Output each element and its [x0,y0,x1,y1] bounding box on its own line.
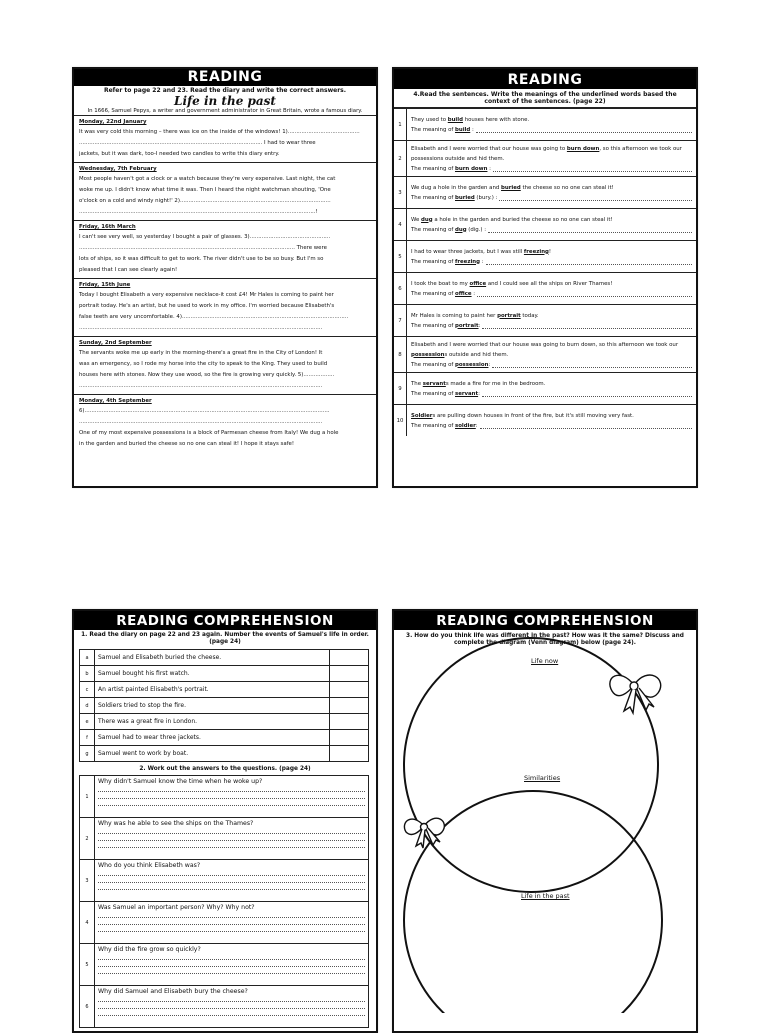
vocab-number: 4 [394,209,407,241]
vocab-cell [407,109,697,141]
vocab-row [394,109,696,141]
meaning-line [411,360,692,370]
sheet2-instruction: 4.Read the sentences. Write the meanings of the underlined words based the context of the sentences. (page 22) [394,89,696,108]
event-text: Samuel went to work by boat. [95,746,330,762]
question-3-instruction: 3. How do you think life was different in the past? How was it the same? Discuss and complete the diagram (Venn diagram) below (page 24). [406,633,684,646]
underlined-word: freezing [523,248,549,255]
question-row [80,902,369,944]
meaning-suffix: (bury.) : [474,194,498,201]
meaning-line [411,389,692,399]
question-2-instruction: 2. Work out the answers to the questions. (page 24) [139,766,311,772]
event-row [80,714,369,730]
vocab-cell [407,273,697,305]
entry-line: .............................................................................................................................. There were [79,245,327,251]
question-text: Why was he able to see the ships on the Thames? [98,820,254,827]
entry-date: Friday, 16th March [79,224,136,230]
vocab-number: 2 [394,141,407,177]
meaning-prefix: The meaning of [411,165,455,172]
sheet1-intro: In 1666, Samuel Pepys, a writer and government administrator in Great Britain, wrote a famous diary. [87,108,363,114]
vocab-sentence [411,411,692,421]
underlined-word: burn down [566,145,600,152]
vocab-row [394,337,696,373]
entry-line: One of my most expensive possessions is a block of Parmesan cheese from Italy! We dug a hole [79,430,339,436]
meaning-suffix: : [478,322,481,329]
question-text: Why did the fire grow so quickly? [98,946,201,953]
underlined-word: servant [422,380,446,387]
reading-worksheet-diary [72,67,378,488]
answer-line[interactable] [493,164,692,172]
question-cell [95,944,369,986]
diary-entry [74,278,376,336]
entry-date: Wednesday, 7th February [79,166,157,172]
meaning-suffix: : [475,422,478,429]
vocab-cell [407,405,697,437]
bow-icon [610,675,661,713]
meaning-prefix: The meaning of [411,422,455,429]
question-number: 2 [80,818,95,860]
vocab-sentence [411,279,692,289]
meaning-line [411,421,692,431]
question-text: Was Samuel an important person? Why? Why not? [98,904,255,911]
meaning-line [411,289,692,299]
question-number: 6 [80,986,95,1028]
answer-line[interactable] [98,834,365,841]
entry-line: ..........................................................................................................................................! [79,209,318,215]
answer-line[interactable] [98,967,365,974]
vocab-row [394,273,696,305]
entry-date: Monday, 4th September [79,398,152,404]
answer-line[interactable] [98,785,365,792]
reading-comprehension-sheet [72,609,378,1033]
answer-line[interactable] [98,1002,365,1009]
answer-line[interactable] [477,289,692,297]
meaning-prefix: The meaning of [411,361,455,368]
order-answer-box[interactable] [330,698,369,714]
venn-label-life-in-the-past: Life in the past [521,892,570,900]
event-letter: c [80,682,95,698]
diary-entry [74,394,376,452]
sheet1-title: Life in the past [174,94,276,108]
underlined-word: portrait [497,312,521,319]
meaning-prefix: The meaning of [411,322,455,329]
sentence-text: Elisabeth and I were worried that our house was going to [411,145,567,152]
answer-line[interactable] [492,360,692,368]
meaning-word: possession [455,361,489,368]
vocab-cell [407,305,697,337]
meaning-label [411,164,491,174]
meaning-line [411,225,692,235]
sentence-text: s outside and hid them. [444,351,509,358]
sentence-text: We dug a hole in the garden and [411,184,502,191]
question-number: 5 [80,944,95,986]
sheet1-instruction: Refer to page 22 and 23. Read the diary and write the correct answers. [103,87,346,94]
underlined-word: buried [501,184,521,191]
vocab-sentence [411,215,692,225]
question-text: Who do you think Elisabeth was? [98,862,201,869]
entry-line: .............................................................................................................................................. [79,325,323,331]
meaning-word: office [455,290,472,297]
event-letter: e [80,714,95,730]
event-row [80,650,369,666]
meaning-word: freezing [455,258,480,265]
event-letter: a [80,650,95,666]
vocab-cell [407,241,697,273]
entry-line: false teeth are very uncomfortable. 4)................................................................................................. [79,314,349,320]
question-1-instruction: 1. Read the diary on page 22 and 23 again. Number the events of Samuel's life in order. (page 24) [81,632,369,645]
underlined-word: Soldier [411,412,433,419]
event-row [80,698,369,714]
event-letter: g [80,746,95,762]
sentence-text: houses here with stone. [463,116,530,123]
answer-line[interactable] [98,925,365,932]
entry-line: woke me up. I didn't know what time it was. Then I heard the night watchman shouting, 'One [79,187,331,193]
vocab-row [394,141,696,177]
question-cell [95,902,369,944]
vocab-number: 7 [394,305,407,337]
answer-line[interactable] [98,876,365,883]
question-text: Why did Samuel and Elisabeth bury the cheese? [98,988,248,995]
diary-entry [74,336,376,394]
meaning-line [411,193,692,203]
sentence-text: today. [520,312,539,319]
meaning-prefix: The meaning of [411,258,455,265]
vocab-row [394,305,696,337]
answer-line[interactable] [98,911,365,918]
underlined-word: office [469,280,487,287]
sheet4-banner: READING COMPREHENSION [394,611,696,630]
meaning-label [411,257,484,267]
sentence-text: s made a fire for me in the bedroom. [445,380,546,387]
bow-icon [404,818,444,848]
reading-worksheet-vocabulary [392,67,698,488]
vocab-number: 6 [394,273,407,305]
order-answer-box[interactable] [330,650,369,666]
sentence-text: They used to [411,116,448,123]
sentence-text: Mr Hales is coming to paint her [411,312,498,319]
question-row [80,818,369,860]
question-row [80,860,369,902]
answer-line[interactable] [98,918,365,925]
meaning-suffix: : [487,165,491,172]
entry-line: houses here with stones. Now they use wood, so the fire is growing very quickly. 5).................. [79,372,335,378]
event-letter: b [80,666,95,682]
answer-line[interactable] [488,225,692,233]
question-number: 1 [80,776,95,818]
question-cell [95,818,369,860]
answer-line[interactable] [482,321,692,329]
sentence-text: the cheese so no one can steal it! [520,184,614,191]
vocabulary-table [394,108,696,436]
sheet2-banner: READING [394,69,696,89]
meaning-suffix: (dig.) : [466,226,487,233]
diary-entry [74,220,376,278]
answer-line[interactable] [98,953,365,960]
entry-line: ........................................................................................................... I had to wear three [79,140,316,146]
question-number: 3 [80,860,95,902]
sentence-text: We [411,216,422,223]
meaning-label [411,421,478,431]
sentence-text: I took the boat to my [411,280,470,287]
meaning-suffix: : [488,361,491,368]
answer-line[interactable] [98,799,365,806]
venn-label-life-now: Life now [531,657,559,665]
venn-diagram-sheet [392,609,698,1033]
sentence-text: s are pulling down houses in front of the fire, but it's still moving very fast. [432,412,634,419]
vocab-row [394,177,696,209]
vocab-number: 9 [394,373,407,405]
vocab-number: 1 [394,109,407,141]
meaning-prefix: The meaning of [411,290,455,297]
answer-line[interactable] [482,389,692,397]
meaning-word: build [455,126,471,133]
event-letter: d [80,698,95,714]
vocab-sentence [411,379,692,389]
underlined-word: dug [421,216,433,223]
question-cell [95,986,369,1028]
answer-line[interactable] [98,995,365,1002]
vocab-cell [407,177,697,209]
entry-line: o'clock on a cold and windy night!' 2)........................................................................................ [79,198,331,204]
entry-line: It was very cold this morning – there was ice on the inside of the windows! 1).......................................... [79,129,360,135]
sentence-text: Elisabeth and I were worried that our house was going to burn down, so this afternoon we took our [411,341,679,348]
diary-entry [74,115,376,162]
meaning-label [411,321,480,331]
meaning-label [411,389,480,399]
diary-entries [74,115,376,452]
entry-date: Monday, 22nd January [79,119,147,125]
events-order-table [79,649,369,762]
sentence-text: ! [548,248,552,255]
diary-entry [74,162,376,220]
meaning-line [411,257,692,267]
entry-line: in the garden and buried the cheese so no one can steal it! I hope it stays safe! [79,441,295,447]
question-text: Why didn't Samuel know the time when he woke up? [98,778,263,785]
underlined-word: possession [411,351,445,358]
entry-line: was an emergency, so I rode my horse into the city to speak to the King. They used to build [79,361,328,367]
event-text: There was a great fire in London. [95,714,330,730]
vocab-row [394,405,696,437]
meaning-line [411,321,692,331]
vocab-number: 8 [394,337,407,373]
order-answer-box[interactable] [330,746,369,762]
meaning-prefix: The meaning of [411,194,455,201]
meaning-label [411,289,475,299]
vocab-number: 5 [394,241,407,273]
sentence-text: The [411,380,423,387]
vocab-row [394,373,696,405]
order-answer-box[interactable] [330,714,369,730]
entry-line: pleased that I can see clearly again! [79,267,178,273]
meaning-line [411,164,692,174]
event-text: Samuel and Elisabeth buried the cheese. [95,650,330,666]
meaning-suffix: : [480,258,484,265]
meaning-line [411,125,692,135]
entry-line: 6)............................................................................................................................................... [79,408,330,414]
vocab-cell [407,141,697,177]
answer-line[interactable] [98,869,365,876]
sheet3-banner: READING COMPREHENSION [74,611,376,630]
question-row [80,776,369,818]
venn-diagram [394,633,696,1013]
vocab-sentence [411,144,692,164]
venn-label-similarities: Similarities [524,774,561,782]
answer-line[interactable] [499,193,692,201]
meaning-prefix: The meaning of [411,390,455,397]
event-row [80,666,369,682]
event-letter: f [80,730,95,746]
question-row [80,944,369,986]
vocab-sentence [411,115,692,125]
entry-line: Today I bought Elisabeth a very expensive necklace-it cost £4! Mr Hales is coming to paint her [79,292,334,298]
meaning-word: buried [455,194,475,201]
entry-line: .............................................................................................................................................. [79,383,323,389]
vocab-sentence [411,311,692,321]
entry-line: portrait today. He's an artist, but he used to work in my office. I'm worried because Elisabeth's [79,303,335,309]
meaning-label [411,125,474,135]
event-text: An artist painted Elisabeth's portrait. [95,682,330,698]
answer-line[interactable] [476,125,692,133]
event-text: Samuel had to wear three jackets. [95,730,330,746]
question-cell [95,860,369,902]
question-cell [95,776,369,818]
answer-line[interactable] [480,421,692,429]
entry-line: .............................................................................................................................................. [79,419,323,425]
vocab-sentence [411,340,692,360]
order-answer-box[interactable] [330,666,369,682]
meaning-suffix: : [478,390,480,397]
meaning-prefix: The meaning of [411,126,455,133]
vocab-cell [407,209,697,241]
vocab-number: 10 [394,405,407,437]
vocab-row [394,209,696,241]
underlined-word: build [447,116,463,123]
sentence-text: and I could see all the ships on River Thames! [486,280,613,287]
question-row [80,986,369,1028]
meaning-word: portrait [455,322,479,329]
meaning-suffix: : [470,126,474,133]
meaning-word: servant [455,390,479,397]
vocab-sentence [411,183,692,193]
entry-date: Sunday, 2nd September [79,340,152,346]
answer-line[interactable] [98,841,365,848]
order-answer-box[interactable] [330,730,369,746]
sheet1-banner: READING [74,69,376,86]
answer-line[interactable] [98,960,365,967]
vocab-number: 3 [394,177,407,209]
entry-line: jackets, but it was dark, too-I needed two candles to write this diary entry. [79,151,280,157]
vocab-sentence [411,247,692,257]
vocab-cell [407,373,697,405]
event-text: Samuel bought his first watch. [95,666,330,682]
entry-line: Most people haven't got a clock or a watch because they're very expensive. Last night, the cat [79,176,336,182]
sentence-text: a hole in the garden and buried the cheese so no one can steal it! [432,216,613,223]
event-row [80,746,369,762]
order-answer-box[interactable] [330,682,369,698]
meaning-prefix: The meaning of [411,226,455,233]
vocab-cell [407,337,697,373]
meaning-label [411,225,486,235]
entry-line: I can't see very well, so yesterday I bought a pair of glasses. 3)............................................... [79,234,331,240]
entry-line: lots of ships, so it was difficult to get to work. The river didn't use to be so busy. But I'm so [79,256,324,262]
event-text: Soldiers tried to stop the fire. [95,698,330,714]
event-row [80,682,369,698]
question-number: 4 [80,902,95,944]
meaning-word: burn down [455,165,488,172]
vocab-row [394,241,696,273]
meaning-word: dug [455,226,467,233]
meaning-word: soldier [455,422,476,429]
meaning-label [411,193,497,203]
answer-line[interactable] [98,792,365,799]
answer-line[interactable] [98,883,365,890]
sentence-text: , so this afternoon we took our possessions outside and hid them. [411,145,682,162]
answer-line[interactable] [98,1009,365,1016]
answer-line[interactable] [98,827,365,834]
entry-line: The servants woke me up early in the morning-there's a great fire in the City of London! It [79,350,323,356]
answer-line[interactable] [486,257,692,265]
event-row [80,730,369,746]
meaning-suffix: : [471,290,476,297]
sentence-text: I had to wear three jackets, but I was still [411,248,524,255]
entry-date: Friday, 15th June [79,282,131,288]
meaning-label [411,360,490,370]
questions-table [79,775,369,1028]
